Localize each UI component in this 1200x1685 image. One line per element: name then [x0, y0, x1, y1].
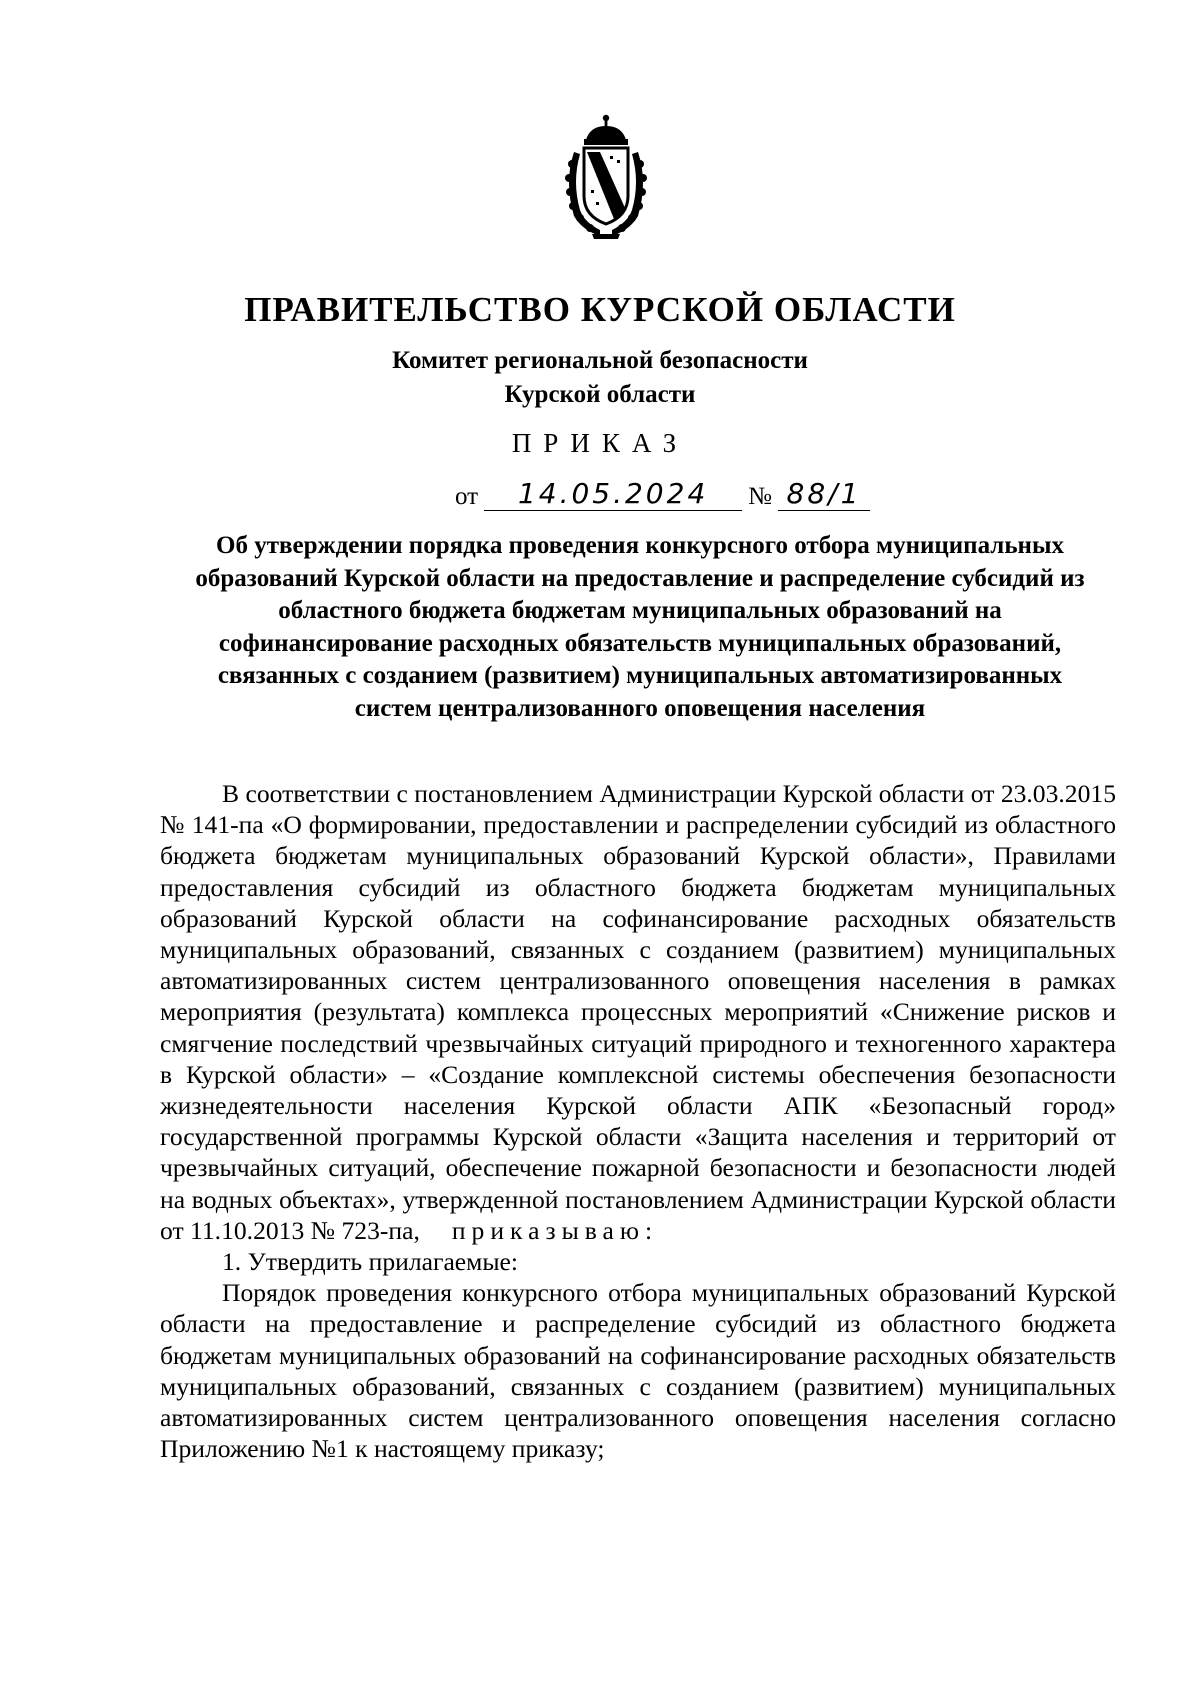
item-1-heading: 1. Утвердить прилагаемые: — [222, 1247, 519, 1277]
committee-name — [0, 344, 1200, 412]
government-title: ПРАВИТЕЛЬСТВО КУРСКОЙ ОБЛАСТИ — [244, 290, 956, 329]
preamble-paragraph — [160, 778, 1116, 1246]
document-type: ПРИКАЗ — [511, 428, 689, 458]
number-prefix: № — [748, 483, 772, 510]
committee-line-1: Комитет региональной безопасности — [392, 347, 808, 374]
document-body — [160, 778, 1116, 1464]
handwritten-date: 14.05.2024 — [484, 478, 742, 511]
date-prefix: от — [455, 483, 479, 510]
order-word: приказываю: — [451, 1215, 659, 1245]
date-number-line — [455, 478, 870, 511]
coat-of-arms-emblem — [560, 112, 652, 240]
handwritten-number: 88/1 — [778, 478, 870, 511]
preamble-text: В соответствии с постановлением Администрации Курской области от 23.03.2015 № 141-па «О формировании, предоставлении и распределении субсидий из областного бюджета бюджетам муниципальных образований Курской области», Правилами предоставления субсидий из областного бюджета бюджетам муниципальных образований Курской области на софинансирование расходных обязательств муниципальных образований, связанных с созданием (развитием) муниципальных автоматизированных систем централизованного оповещения населения в рамках мероприятия (результата) комплекса процессных мероприятий «Снижение рисков и смягчение последствий чрезвычайных ситуаций природного и техногенного характера в Курской области» – «Создание комплексной системы обеспечения безопасности жизнедеятельности населения Курской области АПК «Безопасный город» государственной программы Курской области «Защита населения и территорий от чрезвычайных ситуаций, обеспечение пожарной безопасности и безопасности людей на водных объектах», утвержденной постановлением Администрации Курской области от 11.10.2013 № 723-па, — [160, 779, 1116, 1245]
document-title: Об утверждении порядка проведения конкурсного отбора муниципальных образований Курской области на предоставление и распределение субсидий из областного бюджета бюджетам муниципальных образований на софинансирование расходных обязательств муниципальных образований, связанных с созданием (развитием) муниципальных автоматизированных систем централизованного оповещения населения — [195, 532, 1085, 722]
committee-line-2: Курской области — [504, 381, 696, 408]
item-1-text: Порядок проведения конкурсного отбора муниципальных образований Курской области на предоставление и распределение субсидий из областного бюджета бюджетам муниципальных образований на софинансирование расходных обязательств муниципальных образований, связанных с созданием (развитием) муниципальных автоматизированных систем централизованного оповещения населения согласно Приложению №1 к настоящему приказу; — [160, 1278, 1116, 1464]
